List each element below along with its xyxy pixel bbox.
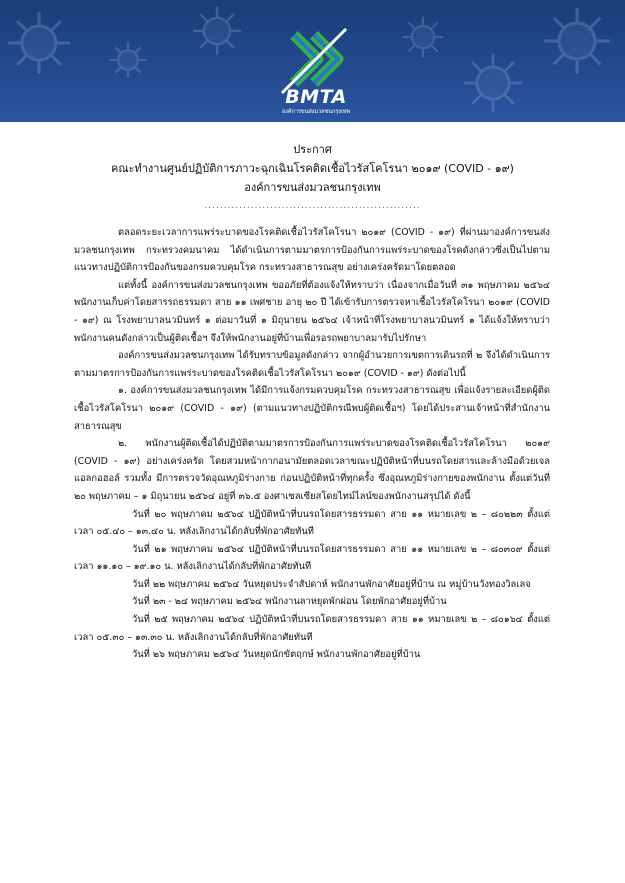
paragraph: แต่ทั้งนี้ องค์การขนส่งมวลชนกรุงเทพ ขออภัยที่ต้องแจ้งให้ทราบว่า เนื่องจากเมื่อวันที่ ๓๑ พฤษภาคม ๒๕๖๔ พนักงานเก็บค่าโดยสารรถธรรมดา สาย ๑๑ เพศชาย อายุ ๒๐ ปี ได้เข้ารับการตรวจหาเชื้อไวรัสโคโรนา ๒๐๑๙ (COVID - ๑๙) ณ โรงพยาบาลนวมินทร์ ๑ ต่อมาวันที่ ๑ มิถุนายน ๒๕๖๔ เจ้าหน้าที่โรงพยาบาลนวมินทร์ ๑ ได้แจ้งให้ทราบว่า พนักงานคนดังกล่าวเป็นผู้ติดเชื้อฯ จึงให้พนักงานอยู่ที่บ้านเพื่อรอรถพยาบาลมารับไปรักษา <box>74 279 550 344</box>
virus-icon <box>190 4 244 58</box>
virus-icon <box>460 50 526 116</box>
timeline-item: วันที่ ๒๖ พฤษภาคม ๒๕๖๔ วันหยุดนักขัตฤกษ์ พนักงานพักอาศัยอยู่ที่บ้าน <box>132 649 421 661</box>
header-banner <box>0 0 625 122</box>
timeline-item: วันที่ ๒๒ พฤษภาคม ๒๕๖๔ วันหยุดประจำสัปดาห์ พนักงานพักอาศัยอยู่ที่บ้าน ณ หมู่บ้านวังทองวิลเลจ <box>132 578 531 590</box>
paragraph: องค์การขนส่งมวลชนกรุงเทพ ได้รับทราบข้อมูลดังกล่าว จากผู้อำนวยการเขตการเดินรถที่ ๒ จึงได้ดำเนินการตามมาตรการป้องกันการแพร่ระบาดของโรคติดเชื้อไวรัสโคโรนา ๒๐๑๙ (COVID - ๑๙) ดังต่อไปนี้ <box>74 350 550 379</box>
virus-icon <box>540 4 614 78</box>
document-subtitle: คณะทำงานศูนย์ปฏิบัติการภาวะฉุกเฉินโรคติดเชื้อไวรัสโคโรนา ๒๐๑๙ (COVID - ๑๙) <box>111 162 514 175</box>
virus-icon <box>4 8 74 78</box>
paragraph: ตลอดระยะเวลาการแพร่ระบาดของโรคติดเชื้อไวรัสโคโรนา ๒๐๑๙ (COVID - ๑๙) ที่ผ่านมาองค์การขนส่งมวลชนกรุงเทพ กระทรวงคมนาคม ได้ดำเนินการตามมาตรการป้องกันการแพร่ระบาดของโรคดังกล่าวซึ่งเป็นไปตามแนวทางปฏิบัติการป้องกันของกรมควบคุมโรค กระทรวงสาธารณสุข อย่างเคร่งครัดมาโดยตลอด <box>74 227 550 274</box>
document-heading <box>0 140 625 211</box>
paragraph: ๑. องค์การขนส่งมวลชนกรุงเทพ ได้มีการแจ้งกรมควบคุมโรค กระทรวงสาธารณสุข เพื่อแจ้งรายละเอียดผู้ติดเชื้อไวรัสโคโรนา ๒๐๑๙ (COVID - ๑๙) (ตามแนวทางปฏิบัติกรณีพบผู้ติดเชื้อฯ) โดยได้ประสานเจ้าหน้าที่สำนักงานสาธารณสุข <box>74 385 550 432</box>
timeline-item: วันที่ ๒๕ พฤษภาคม ๒๕๖๔ ปฏิบัติหน้าที่บนรถโดยสารธรรมดา สาย ๑๑ หมายเลข ๒ – ๘๐๑๖๔ ตั้งแต่เวลา ๐๕.๓๐ – ๑๓.๓๐ น. หลังเลิกงานได้กลับที่พักอาศัยทันที <box>74 614 550 643</box>
timeline-item: วันที่ ๒๐ พฤษภาคม ๒๕๖๔ ปฏิบัติหน้าที่บนรถโดยสารธรรมดา สาย ๑๑ หมายเลข ๒ – ๘๐๒๒๓ ตั้งแต่เวลา ๐๕.๔๐ – ๑๓.๔๐ น. หลังเลิกงานได้กลับที่พักอาศัยทันที <box>74 508 550 538</box>
logo-text: BMTA <box>285 86 347 108</box>
virus-icon <box>108 40 148 80</box>
timeline-item: วันที่ ๒๓ - ๒๔ พฤษภาคม ๒๕๖๔ พนักงานลาหยุดพักผ่อน โดยพักอาศัยอยู่ที่บ้าน <box>132 596 447 608</box>
document-body <box>74 224 550 664</box>
paragraph: ๒. พนักงานผู้ติดเชื้อได้ปฏิบัติตามมาตรการป้องกันการแพร่ระบาดของโรคติดเชื้อไวรัสโคโรนา ๒๐๑๙ (COVID - ๑๙) อย่างเคร่งครัด โดยสวมหน้ากากอนามัยตลอดเวลาขณะปฏิบัติหน้าที่บนรถโดยสารและล้างมือด้วยเจลแอลกอฮอล์ รวมทั้ง มีการตรวจวัดอุณหภูมิร่างกาย ก่อนปฏิบัติหน้าที่ทุกครั้ง ซึ่งอุณหภูมิร่างกายของพนักงาน ตั้งแต่วันที่ ๒๐ พฤษภาคม – ๑ มิถุนายน ๒๕๖๔ อยู่ที่ ๓๖.๕ องศาเซลเซียสโดยไทม์ไลน์ของพนักงานสรุปได้ ดังนี้ <box>74 438 550 502</box>
timeline-item: วันที่ ๒๑ พฤษภาคม ๒๕๖๔ ปฏิบัติหน้าที่บนรถโดยสารธรรมดา สาย ๑๑ หมายเลข ๒ – ๘๐๓๐๙ ตั้งแต่เวลา ๑๑.๑๐ – ๑๙.๑๐ น. หลังเลิกงานได้กลับที่พักอาศัยทันที <box>74 543 550 573</box>
logo-subtext: องค์การขนส่งมวลชนกรุงเทพ <box>281 109 351 115</box>
document-title: ประกาศ <box>293 143 332 156</box>
separator-line: ........................................................ <box>204 201 421 211</box>
virus-icon <box>400 14 446 60</box>
document-organization: องค์การขนส่งมวลชนกรุงเทพ <box>244 181 381 194</box>
